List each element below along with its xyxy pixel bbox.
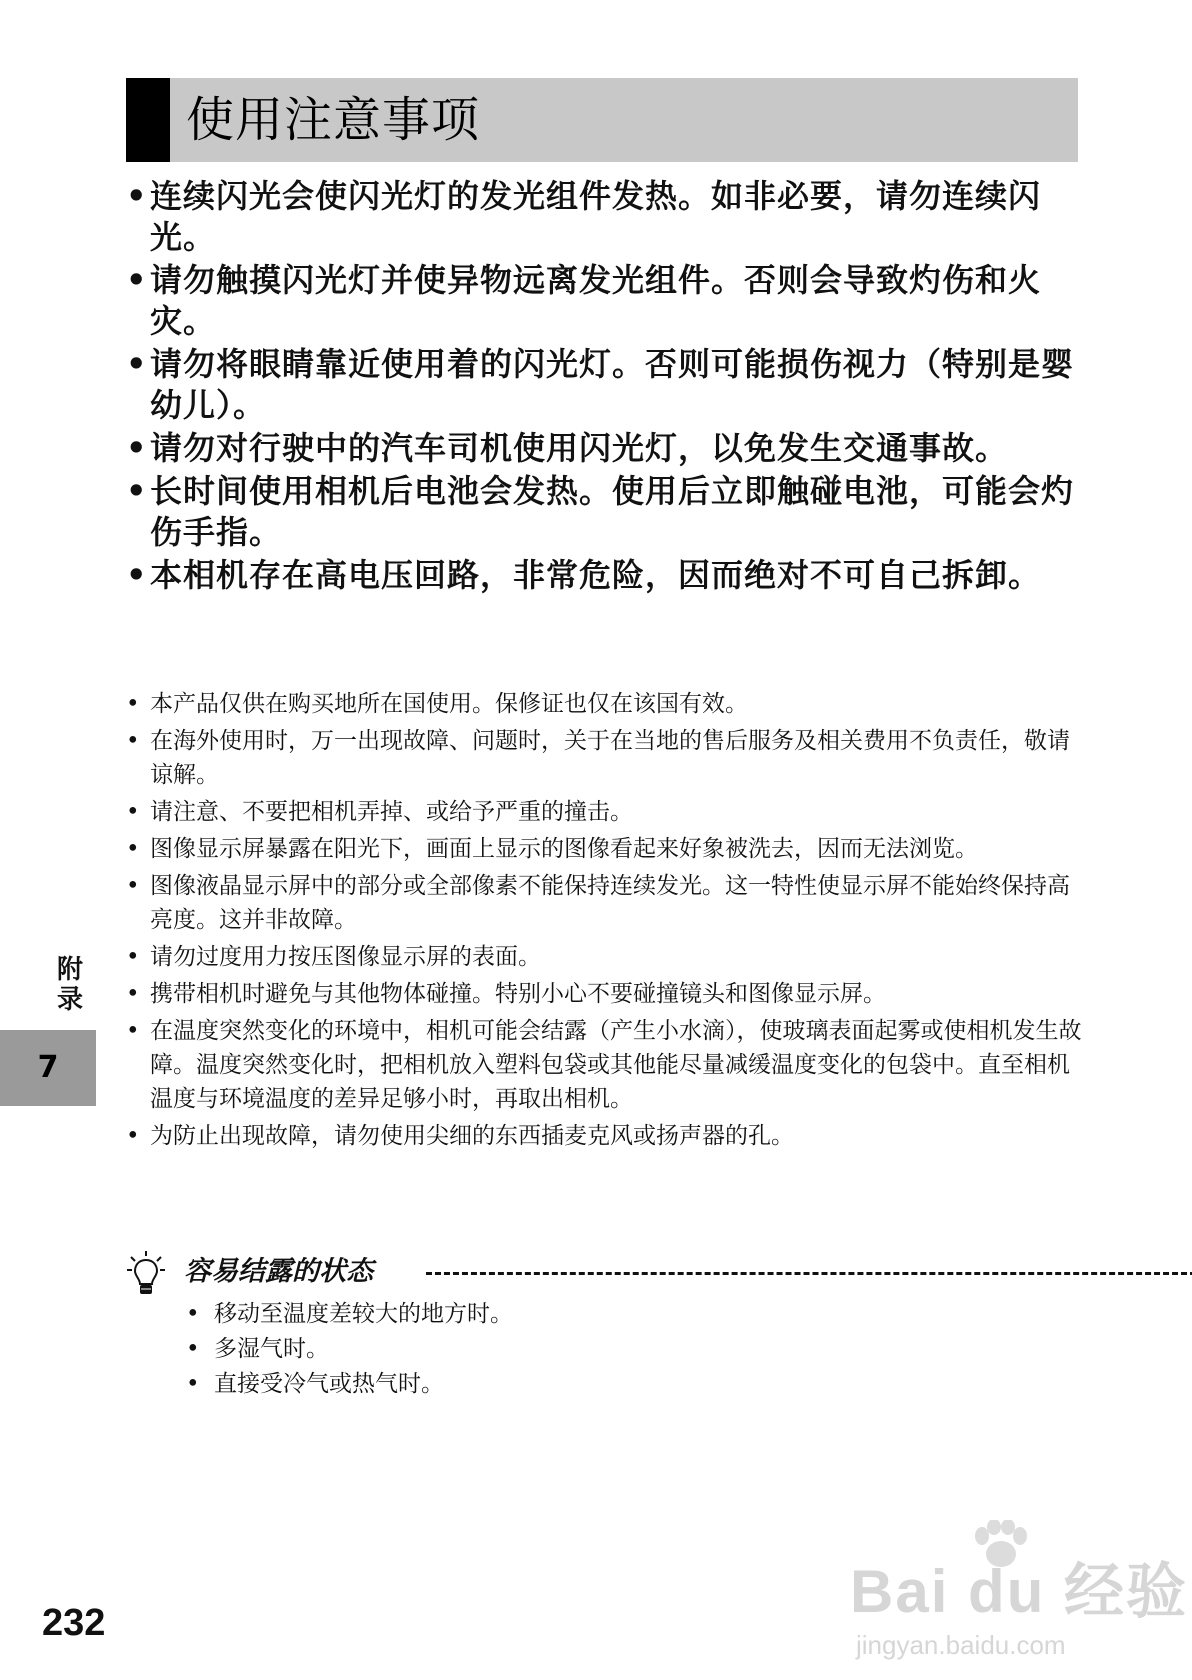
list-item: • 长时间使用相机后电池会发热。使用后立即触碰电池，可能会灼伤手指。 bbox=[126, 472, 1075, 551]
list-item: • 本产品仅供在购买地所在国使用。保修证也仅在该国有效。 bbox=[126, 691, 748, 717]
list-item: • 请勿过度用力按压图像显示屏的表面。 bbox=[126, 944, 541, 970]
watermark-brand: Bai du 经验 bbox=[850, 1558, 1189, 1625]
watermark-url: jingyan.baidu.com bbox=[856, 1630, 1066, 1660]
list-item: • 移动至温度差较大的地方时。 bbox=[186, 1301, 513, 1327]
page-number: 232 bbox=[42, 1602, 106, 1644]
tip-header bbox=[126, 1250, 1086, 1294]
major-warnings-list bbox=[126, 176, 1086, 598]
list-item: • 请注意、不要把相机弄掉、或给予严重的撞击。 bbox=[126, 799, 633, 825]
watermark bbox=[850, 1520, 1189, 1660]
list-item: • 连续闪光会使闪光灯的发光组件发热。如非必要，请勿连续闪光。 bbox=[126, 177, 1042, 256]
chapter-number: 7 bbox=[37, 1050, 59, 1085]
chapter-tab bbox=[0, 1030, 96, 1106]
title-accent-block bbox=[126, 78, 170, 162]
section-title-bar bbox=[126, 78, 1078, 162]
list-item: • 请勿对行驶中的汽车司机使用闪光灯，以免发生交通事故。 bbox=[126, 429, 1009, 467]
list-item: • 请勿触摸闪光灯并使异物远离发光组件。否则会导致灼伤和火灾。 bbox=[126, 261, 1042, 340]
list-item: • 本相机存在高电压回路，非常危险，因而绝对不可自己拆卸。 bbox=[126, 556, 1042, 594]
tip-divider bbox=[426, 1272, 1192, 1275]
list-item: • 直接受冷气或热气时。 bbox=[186, 1371, 444, 1397]
list-item: • 为防止出现故障，请勿使用尖细的东西插麦克风或扬声器的孔。 bbox=[126, 1123, 794, 1149]
list-item: • 请勿将眼睛靠近使用着的闪光灯。否则可能损伤视力（特别是婴幼儿）。 bbox=[126, 345, 1075, 424]
list-item: • 多湿气时。 bbox=[186, 1336, 329, 1362]
tip-list bbox=[186, 1297, 513, 1402]
lightbulb-icon bbox=[126, 1250, 166, 1298]
tip-title: 容易结露的状态 bbox=[184, 1256, 373, 1287]
list-item: • 携带相机时避免与其他物体碰撞。特别小心不要碰撞镜头和图像显示屏。 bbox=[126, 981, 886, 1007]
list-item: • 在海外使用时，万一出现故障、问题时，关于在当地的售后服务及相关费用不负责任，敬请谅解。 bbox=[126, 728, 1070, 788]
list-item: • 图像液晶显示屏中的部分或全部像素不能保持连续发光。这一特性使显示屏不能始终保持高亮度。这并非故障。 bbox=[126, 873, 1070, 933]
page-title: 使用注意事项 bbox=[186, 92, 481, 148]
minor-notes-list bbox=[126, 687, 1086, 1156]
list-item: • 图像显示屏暴露在阳光下，画面上显示的图像看起来好象被洗去，因而无法浏览。 bbox=[126, 836, 978, 862]
appendix-side-label: 附录 bbox=[56, 955, 83, 1015]
list-item: • 在温度突然变化的环境中，相机可能会结露（产生小水滴），使玻璃表面起雾或使相机发生故障。温度突然变化时，把相机放入塑料包袋或其他能尽量减缓温度变化的包袋中。直至相机温度与环境温度的差异足够小时，再取出相机。 bbox=[126, 1018, 1082, 1112]
